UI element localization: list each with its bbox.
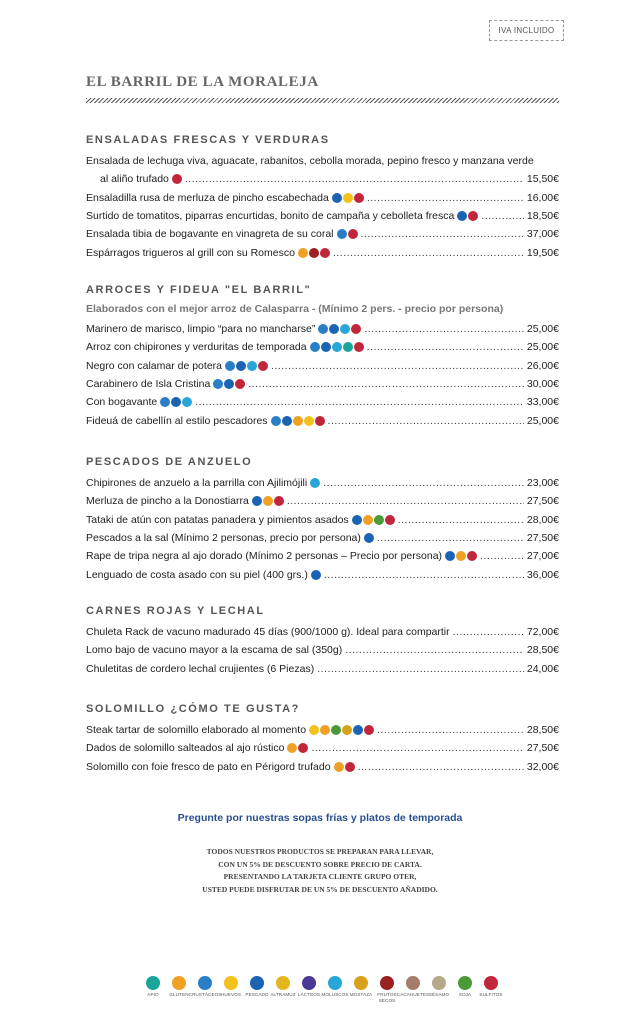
leader-dots — [185, 172, 524, 186]
sulfitos-icon — [258, 361, 268, 371]
pescado-icon — [282, 416, 292, 426]
gluten-icon — [287, 743, 297, 753]
huevos-icon — [304, 416, 314, 426]
legend-item — [272, 976, 294, 1003]
section-title: ARROCES Y FIDEUA "EL BARRIL" — [86, 284, 312, 296]
sulfitos-icon — [467, 551, 477, 561]
legend-label: HUEVOS — [220, 992, 241, 997]
allergen-icons — [310, 478, 320, 488]
sulfitos-icon — [385, 515, 395, 525]
item-price: 32,00€ — [526, 760, 559, 773]
cacahuetes-icon — [406, 976, 420, 990]
crustaceos-icon — [213, 379, 223, 389]
item-price: 28,50€ — [526, 724, 559, 737]
apio-icon — [146, 976, 160, 990]
legend-item — [188, 976, 222, 1003]
moluscos-icon — [247, 361, 257, 371]
pescado-icon — [171, 397, 181, 407]
crustaceos-icon — [198, 976, 212, 990]
takeaway-notice — [0, 846, 640, 896]
item-price: 19,50€ — [526, 246, 559, 259]
menu-item — [86, 641, 559, 659]
leader-dots — [377, 723, 524, 737]
section-subtitle: Elaborados con el mejor arroz de Calasparra - (Mínimo 2 pers. - precio por persona) — [86, 303, 504, 315]
sulfitos-icon — [172, 174, 182, 184]
allergen-icons — [352, 515, 395, 525]
soja-icon — [374, 515, 384, 525]
huevos-icon — [224, 976, 238, 990]
leader-dots — [324, 568, 524, 582]
leader-dots — [364, 322, 524, 336]
legend-item — [396, 976, 430, 1003]
item-name: Negro con calamar de potera — [86, 359, 222, 372]
legend-label: SULFITOS — [479, 992, 503, 997]
soja-icon — [458, 976, 472, 990]
sulfitos-icon — [354, 193, 364, 203]
legend-item — [142, 976, 164, 1003]
leader-dots — [287, 494, 524, 508]
notice-line: PRESENTANDO LA TARJETA CLIENTE GRUPO OTER, — [223, 872, 417, 881]
leader-dots — [328, 414, 524, 428]
item-price: 27,00€ — [526, 550, 559, 563]
item-price: 33,00€ — [526, 396, 559, 409]
sulfitos-icon — [298, 743, 308, 753]
item-name: Dados de solomillo salteados al ajo rústico — [86, 742, 285, 755]
item-name: Espárragos trigueros al grill con su Romesco — [86, 246, 295, 259]
moluscos-icon — [332, 342, 342, 352]
legend-label: LÁCTEOS — [297, 992, 321, 997]
item-name: Pescados a la sal (Mínimo 2 personas, precio por persona) — [86, 532, 361, 545]
gluten-icon — [293, 416, 303, 426]
menu-item — [86, 243, 559, 261]
item-price: 15,50€ — [526, 173, 559, 186]
legend-item — [480, 976, 502, 1003]
sulfitos-icon — [235, 379, 245, 389]
allergen-icons — [364, 533, 374, 543]
allergen-icons — [309, 725, 374, 735]
leader-dots — [398, 513, 524, 527]
legend-item — [246, 976, 268, 1003]
menu-item — [86, 207, 559, 225]
item-name: Marinero de marisco, limpio “para no mancharse” — [86, 323, 316, 336]
section-title: PESCADOS DE ANZUELO — [86, 456, 253, 468]
pescado-icon — [329, 324, 339, 334]
legend-label: APIO — [147, 992, 159, 997]
legend-label: MOLUSCOS — [321, 992, 349, 997]
item-name: Merluza de pincho a la Donostiarra — [86, 495, 249, 508]
item-name: Carabinero de Isla Cristina — [86, 378, 211, 391]
leader-dots — [195, 395, 524, 409]
crustaceos-icon — [271, 416, 281, 426]
item-price: 26,00€ — [526, 359, 559, 372]
leader-dots — [311, 741, 523, 755]
moluscos-icon — [328, 976, 342, 990]
leader-dots — [367, 340, 524, 354]
menu-section — [86, 604, 559, 678]
item-name: Solomillo con foie fresco de pato en Périgord trufado — [86, 760, 331, 773]
notice-line: CON UN 5% DE DESCUENTO SOBRE PRECIO DE CARTA. — [218, 859, 422, 869]
legend-label: CACAHUETES — [396, 992, 430, 997]
leader-dots — [345, 643, 524, 657]
legend-item — [454, 976, 476, 1003]
item-price: 27,50€ — [526, 495, 559, 508]
promo-text: Pregunte por nuestras sopas frías y platos de temporada — [177, 812, 463, 824]
crustaceos-icon — [225, 361, 235, 371]
pescado-icon — [332, 193, 342, 203]
allergen-icons — [225, 361, 268, 371]
menu-item — [86, 565, 559, 583]
menu-item — [86, 393, 559, 411]
gluten-icon — [334, 762, 344, 772]
item-price: 28,50€ — [526, 644, 559, 657]
legend-item — [298, 976, 320, 1003]
leader-dots — [361, 227, 524, 241]
item-name: Lenguado de costa asado con su piel (400 grs.) — [86, 568, 308, 581]
item-name: Con bogavante — [86, 396, 158, 409]
menu-item — [86, 547, 559, 565]
leader-dots — [453, 625, 524, 639]
moluscos-icon — [182, 397, 192, 407]
leader-dots — [480, 549, 524, 563]
sesamo-icon — [432, 976, 446, 990]
title-divider — [86, 98, 559, 103]
item-price: 25,00€ — [526, 323, 559, 336]
menu-item — [86, 225, 559, 243]
gluten-icon — [172, 976, 186, 990]
legend-item — [220, 976, 242, 1003]
restaurant-title: EL BARRIL DE LA MORALEJA — [86, 74, 319, 90]
menu-item — [86, 411, 559, 429]
allergen-icons — [332, 193, 364, 203]
gluten-icon — [363, 515, 373, 525]
menu-item — [86, 357, 559, 375]
altramuz-icon — [276, 976, 290, 990]
item-price: 30,00€ — [526, 378, 559, 391]
leader-dots — [317, 662, 524, 676]
gluten-icon — [298, 248, 308, 258]
item-price: 16,00€ — [526, 191, 559, 204]
item-price: 28,00€ — [526, 513, 559, 526]
notice-line: TODOS NUESTROS PRODUCTOS SE PREPARAN PARA LLEVAR, — [206, 847, 434, 856]
sulfitos-icon — [354, 342, 364, 352]
iva-badge: IVA INCLUIDO — [489, 20, 564, 41]
allergen-icons — [172, 174, 182, 184]
pescado-icon — [352, 515, 362, 525]
allergen-icons — [213, 379, 245, 389]
menu-item — [86, 758, 559, 776]
allergen-icons — [271, 416, 325, 426]
allergen-icons — [298, 248, 330, 258]
menu-section — [86, 133, 559, 262]
gluten-icon — [263, 496, 273, 506]
item-price: 72,00€ — [526, 626, 559, 639]
item-name: Lomo bajo de vacuno mayor a la escama de sal (350g) — [86, 644, 343, 657]
crustaceos-icon — [310, 342, 320, 352]
sulfitos-icon — [345, 762, 355, 772]
menu-item — [86, 492, 559, 510]
legend-label: SOJA — [458, 992, 472, 997]
item-name: Chipirones de anzuelo a la parrilla con Ajilimójili — [86, 477, 308, 490]
gluten-icon — [320, 725, 330, 735]
menu-item — [86, 375, 559, 393]
allergen-icons — [311, 570, 321, 580]
item-name: Arroz con chipirones y verduritas de temporada — [86, 341, 307, 354]
item-name: Ensalada tibia de bogavante en vinagreta de su coral — [86, 228, 334, 241]
pescado-icon — [445, 551, 455, 561]
menu-item — [86, 474, 559, 492]
sulfitos-icon — [320, 248, 330, 258]
section-title: ENSALADAS FRESCAS Y VERDURAS — [86, 134, 330, 146]
menu-section — [86, 283, 559, 430]
menu-item — [86, 739, 559, 757]
legend-label: CRUSTÁCEOS — [188, 992, 222, 997]
sulfitos-icon — [274, 496, 284, 506]
pescado-icon — [311, 570, 321, 580]
menu-item — [86, 511, 559, 529]
item-price: 23,00€ — [526, 477, 559, 490]
allergen-legend — [142, 976, 502, 1003]
lacteos-icon — [302, 976, 316, 990]
sulfitos-icon — [484, 976, 498, 990]
item-price: 27,50€ — [526, 742, 559, 755]
crustaceos-icon — [160, 397, 170, 407]
item-price: 24,00€ — [526, 662, 559, 675]
apio-icon — [343, 342, 353, 352]
allergen-icons — [160, 397, 192, 407]
legend-item — [376, 976, 398, 1003]
crustaceos-icon — [318, 324, 328, 334]
pescado-icon — [353, 725, 363, 735]
leader-dots — [358, 760, 524, 774]
menu-item-line — [86, 152, 559, 170]
pescado-icon — [321, 342, 331, 352]
legend-item — [321, 976, 349, 1003]
leader-dots — [248, 377, 524, 391]
frutos-secos-icon — [380, 976, 394, 990]
item-price: 25,00€ — [526, 414, 559, 427]
legend-label: ALTRAMUZ — [270, 992, 296, 997]
item-price: 27,50€ — [526, 532, 559, 545]
item-name: al aliño trufado — [100, 173, 169, 186]
notice-line: USTED PUEDE DISFRUTAR DE UN 5% DE DESCUENTO AÑADIDO. — [202, 884, 438, 894]
menu-item — [86, 623, 559, 641]
frutos-secos-icon — [309, 248, 319, 258]
mostaza-icon — [354, 976, 368, 990]
legend-label: FRUTOS SECOS — [377, 992, 397, 1003]
pescado-icon — [250, 976, 264, 990]
pescado-icon — [236, 361, 246, 371]
leader-dots — [377, 531, 524, 545]
huevos-icon — [309, 725, 319, 735]
allergen-icons — [334, 762, 355, 772]
legend-item — [428, 976, 450, 1003]
section-title: CARNES ROJAS Y LECHAL — [86, 605, 265, 617]
mostaza-icon — [342, 725, 352, 735]
allergen-icons — [287, 743, 308, 753]
item-name: Chuletitas de cordero lechal crujientes (6 Piezas) — [86, 662, 315, 675]
leader-dots — [323, 476, 524, 490]
menu-item — [86, 338, 559, 356]
menu-item — [86, 170, 559, 188]
moluscos-icon — [340, 324, 350, 334]
section-title: SOLOMILLO ¿CÓMO TE GUSTA? — [86, 703, 300, 715]
menu-item — [86, 660, 559, 678]
sulfitos-icon — [468, 211, 478, 221]
item-price: 25,00€ — [526, 341, 559, 354]
legend-label: MOSTAZA — [349, 992, 373, 997]
allergen-icons — [310, 342, 364, 352]
allergen-icons — [318, 324, 361, 334]
item-price: 18,50€ — [526, 210, 559, 223]
allergen-icons — [445, 551, 477, 561]
item-price: 36,00€ — [526, 568, 559, 581]
legend-label: PESCADO — [245, 992, 269, 997]
menu-section — [86, 702, 559, 776]
allergen-icons — [252, 496, 284, 506]
pescado-icon — [364, 533, 374, 543]
item-name: Tataki de atún con patatas panadera y pimientos asados — [86, 513, 349, 526]
allergen-icons — [337, 229, 358, 239]
soja-icon — [331, 725, 341, 735]
legend-item — [168, 976, 190, 1003]
item-name: Rape de tripa negra al ajo dorado (Mínimo 2 personas – Precio por persona) — [86, 550, 443, 563]
menu-section — [86, 455, 559, 584]
legend-label: GLUTEN — [169, 992, 189, 997]
item-name: Steak tartar de solomillo elaborado al momento — [86, 724, 307, 737]
menu-item — [86, 529, 559, 547]
leader-dots — [271, 359, 524, 373]
pescado-icon — [457, 211, 467, 221]
crustaceos-icon — [337, 229, 347, 239]
moluscos-icon — [310, 478, 320, 488]
sulfitos-icon — [315, 416, 325, 426]
pescado-icon — [252, 496, 262, 506]
menu-item — [86, 189, 559, 207]
huevos-icon — [343, 193, 353, 203]
item-name: Ensaladilla rusa de merluza de pincho escabechada — [86, 191, 329, 204]
allergen-icons — [457, 211, 478, 221]
item-price: 37,00€ — [526, 228, 559, 241]
item-name: Fideuá de cabellín al estilo pescadores — [86, 414, 268, 427]
menu-item — [86, 721, 559, 739]
leader-dots — [481, 209, 524, 223]
item-name: Surtido de tomatitos, piparras encurtidas, bonito de campaña y cebolleta fresca — [86, 210, 455, 223]
leader-dots — [367, 191, 524, 205]
legend-item — [350, 976, 372, 1003]
item-name: Chuleta Rack de vacuno madurado 45 días (900/1000 g). Ideal para compartir — [86, 626, 450, 639]
sulfitos-icon — [351, 324, 361, 334]
menu-item — [86, 320, 559, 338]
legend-label: SÉSAMO — [428, 992, 450, 997]
sulfitos-icon — [364, 725, 374, 735]
sulfitos-icon — [348, 229, 358, 239]
leader-dots — [333, 246, 524, 260]
gluten-icon — [456, 551, 466, 561]
item-name-line1: Ensalada de lechuga viva, aguacate, rabanitos, cebolla morada, pepino fresco y manzana verde — [86, 155, 534, 168]
pescado-icon — [224, 379, 234, 389]
